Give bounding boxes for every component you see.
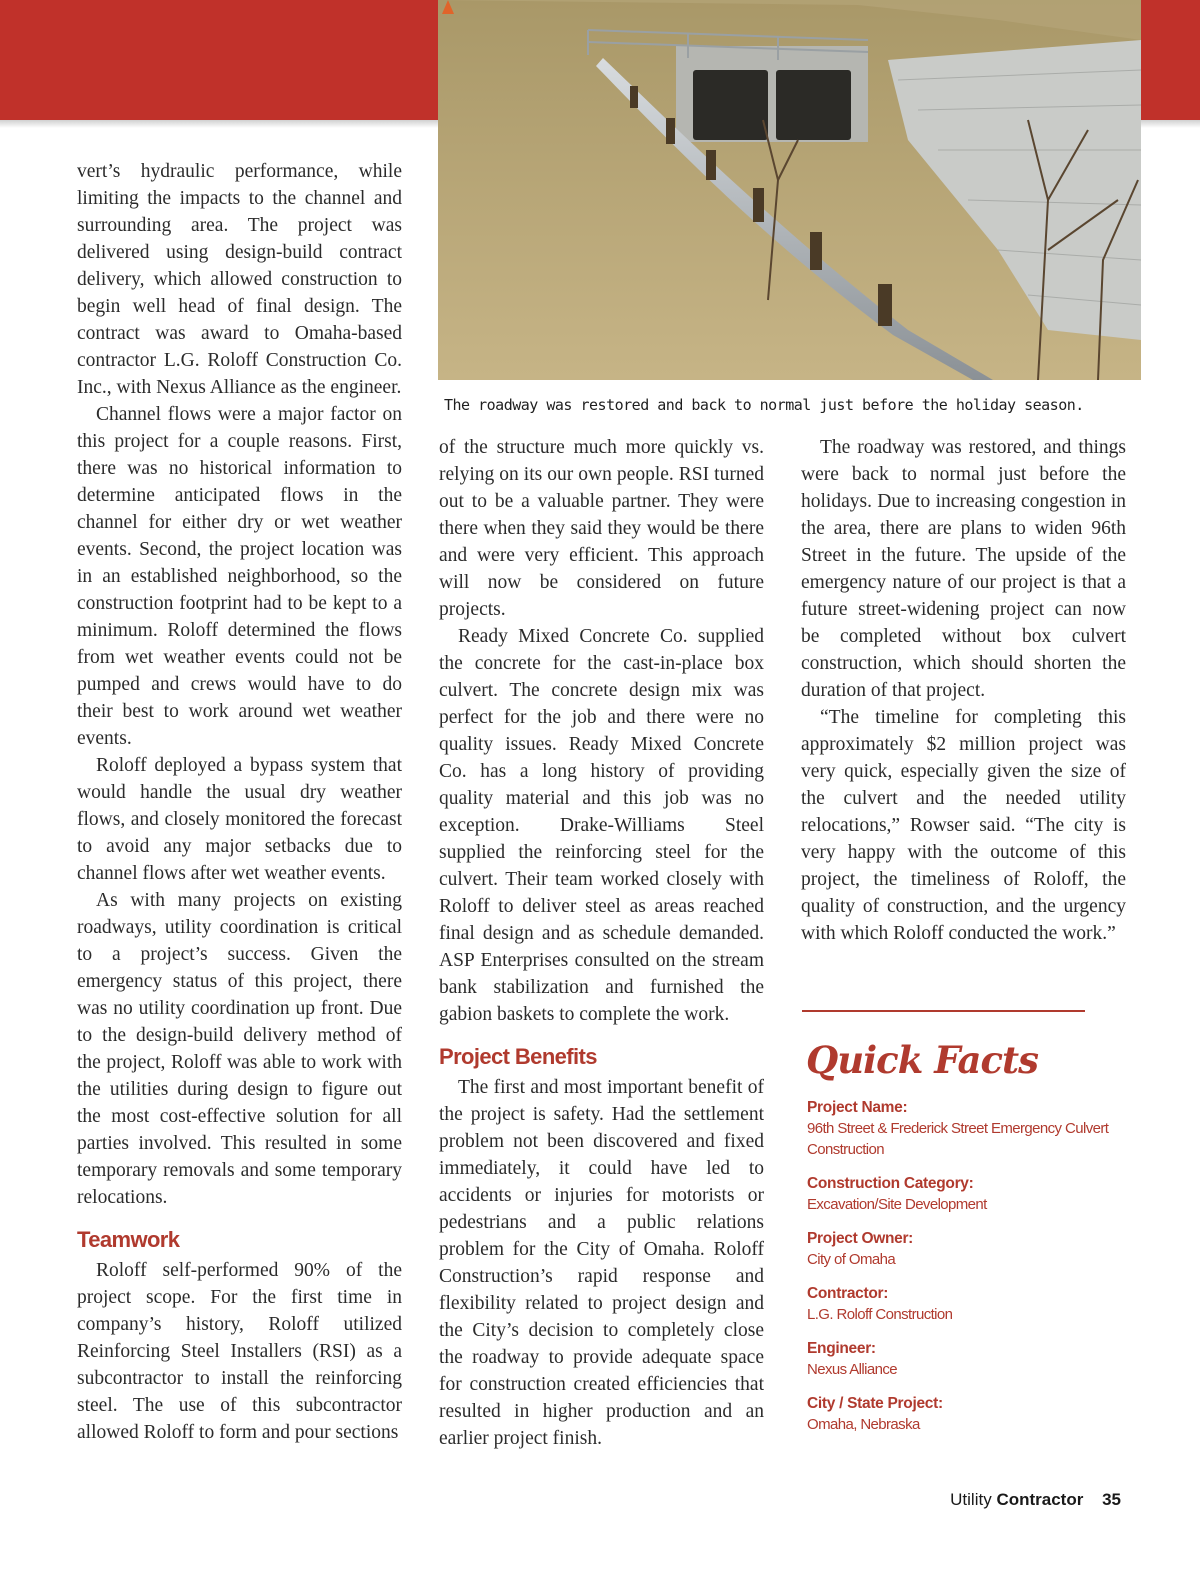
paragraph: of the structure much more quickly vs. relying on its our own people. RSI turned out to be a valuable partner. They were there when they said they would be there and were very efficient. This approach will now be considered on future projects. bbox=[439, 437, 764, 620]
column-middle bbox=[439, 434, 764, 1452]
quick-fact-construction-category bbox=[807, 1174, 1127, 1215]
column-left bbox=[77, 158, 402, 1446]
quick-fact-value: Excavation/Site Development bbox=[807, 1196, 987, 1213]
paragraph: The first and most important benefit of the project is safety. Had the settlement problem not been discovered and fixed immediately, it could have led to accidents or injuries for motorists or pedestrians and a public relations problem for the City of Omaha. Roloff Construction’s rapid response and flexibility related to project design and the City’s decision to completely close the roadway to provide adequate space for construction created efficiencies that resulted in higher production and an earlier project finish. bbox=[439, 1077, 764, 1449]
paragraph: vert’s hydraulic performance, while limiting the impacts to the channel and surrounding area. The project was delivered using design-build contract delivery, which allowed construction to begin well head of final design. The contract was award to Omaha-based contractor L.G. Roloff Construction Co. Inc., with Nexus Alliance as the engineer. bbox=[77, 161, 402, 398]
quick-facts-list bbox=[807, 1098, 1127, 1449]
quick-fact-contractor bbox=[807, 1284, 1127, 1325]
column-right bbox=[801, 434, 1126, 947]
publication-name-light: Utility bbox=[950, 1490, 992, 1509]
quick-fact-project-name bbox=[807, 1098, 1127, 1160]
quick-fact-engineer bbox=[807, 1339, 1127, 1380]
quick-facts-divider bbox=[802, 1010, 1085, 1012]
quick-fact-value: L.G. Roloff Construction bbox=[807, 1306, 953, 1323]
photo-caption: The roadway was restored and back to normal just before the holiday season. bbox=[444, 396, 1084, 414]
quick-fact-label: Contractor: bbox=[807, 1285, 889, 1302]
paragraph: “The timeline for completing this approximately $2 million project was very quick, especially given the size of the culvert and the needed utility relocations,” Rowser said. “The city is very happy with the outcome of this project, the timeliness of Roloff, the quality of construction, and the urgency with which Roloff conducted the work.” bbox=[801, 707, 1126, 944]
quick-fact-value: Nexus Alliance bbox=[807, 1361, 897, 1378]
quick-fact-label: City / State Project: bbox=[807, 1395, 943, 1412]
paragraph: As with many projects on existing roadways, utility coordination is critical to a project’s success. Given the emergency status of this project, there was no utility coordination up front. Due to the design-build delivery method of the project, Roloff was able to work with the utilities during design to figure out the most cost-effective solution for all parties involved. This resulted in some temporary removals and some temporary relocations. bbox=[77, 890, 402, 1208]
quick-fact-label: Project Name: bbox=[807, 1099, 908, 1116]
quick-facts-title: Quick Facts bbox=[806, 1038, 1038, 1082]
quick-fact-label: Engineer: bbox=[807, 1340, 876, 1357]
page-footer bbox=[950, 1490, 1121, 1510]
paragraph: The roadway was restored, and things were back to normal just before the holidays. Due to increasing congestion in the area, there are plans to widen 96th Street in the future. The upside of the emergency nature of our project is that a future street-widening project can now be completed without box culvert construction, which should shorten the duration of that project. bbox=[801, 437, 1126, 701]
paragraph: Ready Mixed Concrete Co. supplied the concrete for the cast-in-place box culvert. The concrete design mix was perfect for the job and there were no quality issues. Ready Mixed Concrete Co. has a long history of providing quality material and this job was no exception. Drake-Williams Steel supplied the reinforcing steel for the culvert. Their team worked closely with Roloff to deliver steel as areas reached final design and as schedule demanded. ASP Enterprises consulted on the stream bank stabilization and furnished the gabion baskets to complete the work. bbox=[439, 626, 764, 1025]
paragraph: Roloff deployed a bypass system that would handle the usual dry weather flows, and closely monitored the forecast to avoid any major setbacks due to channel flows after wet weather events. bbox=[77, 755, 402, 884]
quick-fact-label: Construction Category: bbox=[807, 1175, 974, 1192]
publication-name-bold: Contractor bbox=[996, 1490, 1084, 1509]
quick-fact-label: Project Owner: bbox=[807, 1230, 914, 1247]
quick-fact-project-owner bbox=[807, 1229, 1127, 1270]
section-heading-teamwork: Teamwork bbox=[77, 1227, 180, 1252]
quick-fact-value: 96th Street & Frederick Street Emergency Culvert Construction bbox=[807, 1120, 1109, 1158]
paragraph: Channel flows were a major factor on this project for a couple reasons. First, there was no historical information to determine anticipated flows in the channel for either dry or wet weather events. Second, the project location was in an established neighborhood, so the construction footprint had to be kept to a minimum. Roloff determined the flows from wet weather events could not be pumped and crews would have to do their best to work around wet weather events. bbox=[77, 404, 402, 749]
paragraph: Roloff self-performed 90% of the project scope. For the first time in company’s history, Roloff utilized Reinforcing Steel Installers (RSI) as a subcontractor to install the reinforcing steel. The use of this subcontractor allowed Roloff to form and pour sections bbox=[77, 1260, 402, 1443]
culvert-opening-left bbox=[693, 70, 768, 140]
culvert-opening-right bbox=[776, 70, 851, 140]
quick-fact-value: Omaha, Nebraska bbox=[807, 1416, 920, 1433]
quick-fact-city-state-project bbox=[807, 1394, 1127, 1435]
quick-fact-value: City of Omaha bbox=[807, 1251, 896, 1268]
culvert-photo-illustration bbox=[438, 0, 1141, 380]
article-photo bbox=[438, 0, 1141, 380]
section-heading-project-benefits: Project Benefits bbox=[439, 1044, 597, 1069]
page-number: 35 bbox=[1102, 1490, 1121, 1509]
